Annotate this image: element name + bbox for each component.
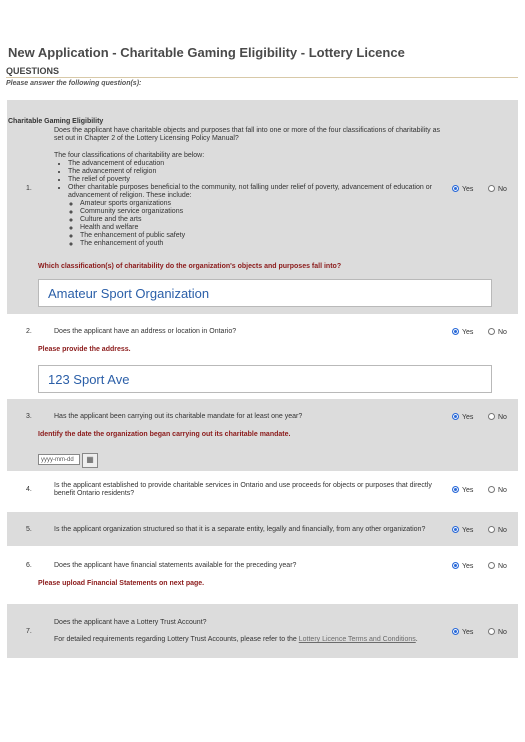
radio-selected-icon[interactable]	[452, 328, 459, 335]
classification-item	[68, 184, 446, 248]
example-item: ◦ Health and welfare	[80, 224, 446, 232]
q2-no-option[interactable]: No	[488, 328, 507, 336]
question-number: 1.	[26, 185, 32, 192]
q2-yes-option[interactable]: Yes	[452, 328, 473, 336]
classification-other-text: Other charitable purposes beneficial to the community, not falling under relief of poverty, advancement of education or advancement of religion. These include:	[68, 184, 432, 199]
classification-item: • The advancement of education	[68, 160, 446, 168]
q1-no-option[interactable]: No	[488, 185, 507, 193]
address-field[interactable]: 123 Sport Ave	[38, 365, 492, 393]
radio-icon[interactable]	[488, 562, 495, 569]
question-4-text: Is the applicant established to provide charitable services in Ontario and use proceeds for objects or purposes that directly benefit Ontario residents?	[54, 482, 432, 497]
question-1-text: Does the applicant have charitable objects and purposes that fall into one or more of the four classifications of charitability as set out in Chapter 2 of the Lottery Licensing Policy Manual?	[54, 127, 440, 142]
radio-selected-icon[interactable]	[452, 185, 459, 192]
q5-yes-option[interactable]: Yes	[452, 526, 473, 534]
question-7-note: For detailed requirements regarding Lottery Trust Accounts, please refer to the Lottery Licence Terms and Conditions.	[54, 636, 418, 643]
classifications-list	[54, 160, 446, 248]
example-item: ◦ Amateur sports organizations	[80, 200, 446, 208]
page-title: New Application - Charitable Gaming Eligibility - Lottery Licence	[8, 45, 405, 60]
question-7-text: Does the applicant have a Lottery Trust Account?	[54, 619, 207, 626]
q7-yes-option[interactable]: Yes	[452, 628, 473, 636]
radio-icon[interactable]	[488, 628, 495, 635]
question-number: 2.	[26, 328, 32, 335]
q4-yes-option[interactable]: Yes	[452, 486, 473, 494]
radio-selected-icon[interactable]	[452, 526, 459, 533]
radio-icon[interactable]	[488, 413, 495, 420]
radio-icon[interactable]	[488, 486, 495, 493]
q3-yes-option[interactable]: Yes	[452, 413, 473, 421]
section-divider	[6, 77, 518, 78]
calendar-icon[interactable]: ▦	[82, 453, 98, 468]
q1-yes-option[interactable]: Yes	[452, 185, 473, 193]
question-1-followup: Which classification(s) of charitability do the organization's objects and purposes fall into?	[38, 263, 342, 270]
question-number: 6.	[26, 562, 32, 569]
start-date-input[interactable]: yyyy-mm-dd	[38, 454, 80, 465]
question-2-text: Does the applicant have an address or location in Ontario?	[54, 328, 237, 335]
question-number: 3.	[26, 413, 32, 420]
question-6-followup: Please upload Financial Statements on next page.	[38, 580, 205, 587]
radio-selected-icon[interactable]	[452, 486, 459, 493]
radio-icon[interactable]	[488, 185, 495, 192]
question-6-text: Does the applicant have financial statements available for the preceding year?	[54, 562, 297, 569]
radio-selected-icon[interactable]	[452, 628, 459, 635]
terms-link[interactable]: Lottery Licence Terms and Conditions	[298, 636, 416, 643]
example-item: ◦ The enhancement of youth	[80, 240, 446, 248]
radio-selected-icon[interactable]	[452, 413, 459, 420]
eligibility-heading: Charitable Gaming Eligibility	[8, 118, 104, 125]
example-item: ◦ Community service organizations	[80, 208, 446, 216]
question-number: 5.	[26, 526, 32, 533]
question-3-followup: Identify the date the organization began carrying out its charitable mandate.	[38, 431, 291, 438]
question-5-text: Is the applicant organization structured so that it is a separate entity, legally and financially, from any other organization?	[54, 526, 426, 533]
radio-icon[interactable]	[488, 526, 495, 533]
question-number: 4.	[26, 486, 32, 493]
classification-item: • The relief of poverty	[68, 176, 446, 184]
question-number: 7.	[26, 628, 32, 635]
instruction-text: Please answer the following question(s):	[6, 80, 142, 87]
q6-yes-option[interactable]: Yes	[452, 562, 473, 570]
example-item: ◦ The enhancement of public safety	[80, 232, 446, 240]
question-7-block	[7, 604, 518, 658]
q5-no-option[interactable]: No	[488, 526, 507, 534]
section-heading: QUESTIONS	[6, 66, 60, 76]
radio-icon[interactable]	[488, 328, 495, 335]
q4-no-option[interactable]: No	[488, 486, 507, 494]
classifications-intro: The four classifications of charitability are below:	[54, 152, 205, 159]
question-2-followup: Please provide the address.	[38, 346, 131, 353]
question-3-text: Has the applicant been carrying out its charitable mandate for at least one year?	[54, 413, 303, 420]
q3-no-option[interactable]: No	[488, 413, 507, 421]
q7-no-option[interactable]: No	[488, 628, 507, 636]
radio-selected-icon[interactable]	[452, 562, 459, 569]
q6-no-option[interactable]: No	[488, 562, 507, 570]
classification-item: • The advancement of religion	[68, 168, 446, 176]
example-item: ◦ Culture and the arts	[80, 216, 446, 224]
classification-answer-field[interactable]: Amateur Sport Organization	[38, 279, 492, 307]
